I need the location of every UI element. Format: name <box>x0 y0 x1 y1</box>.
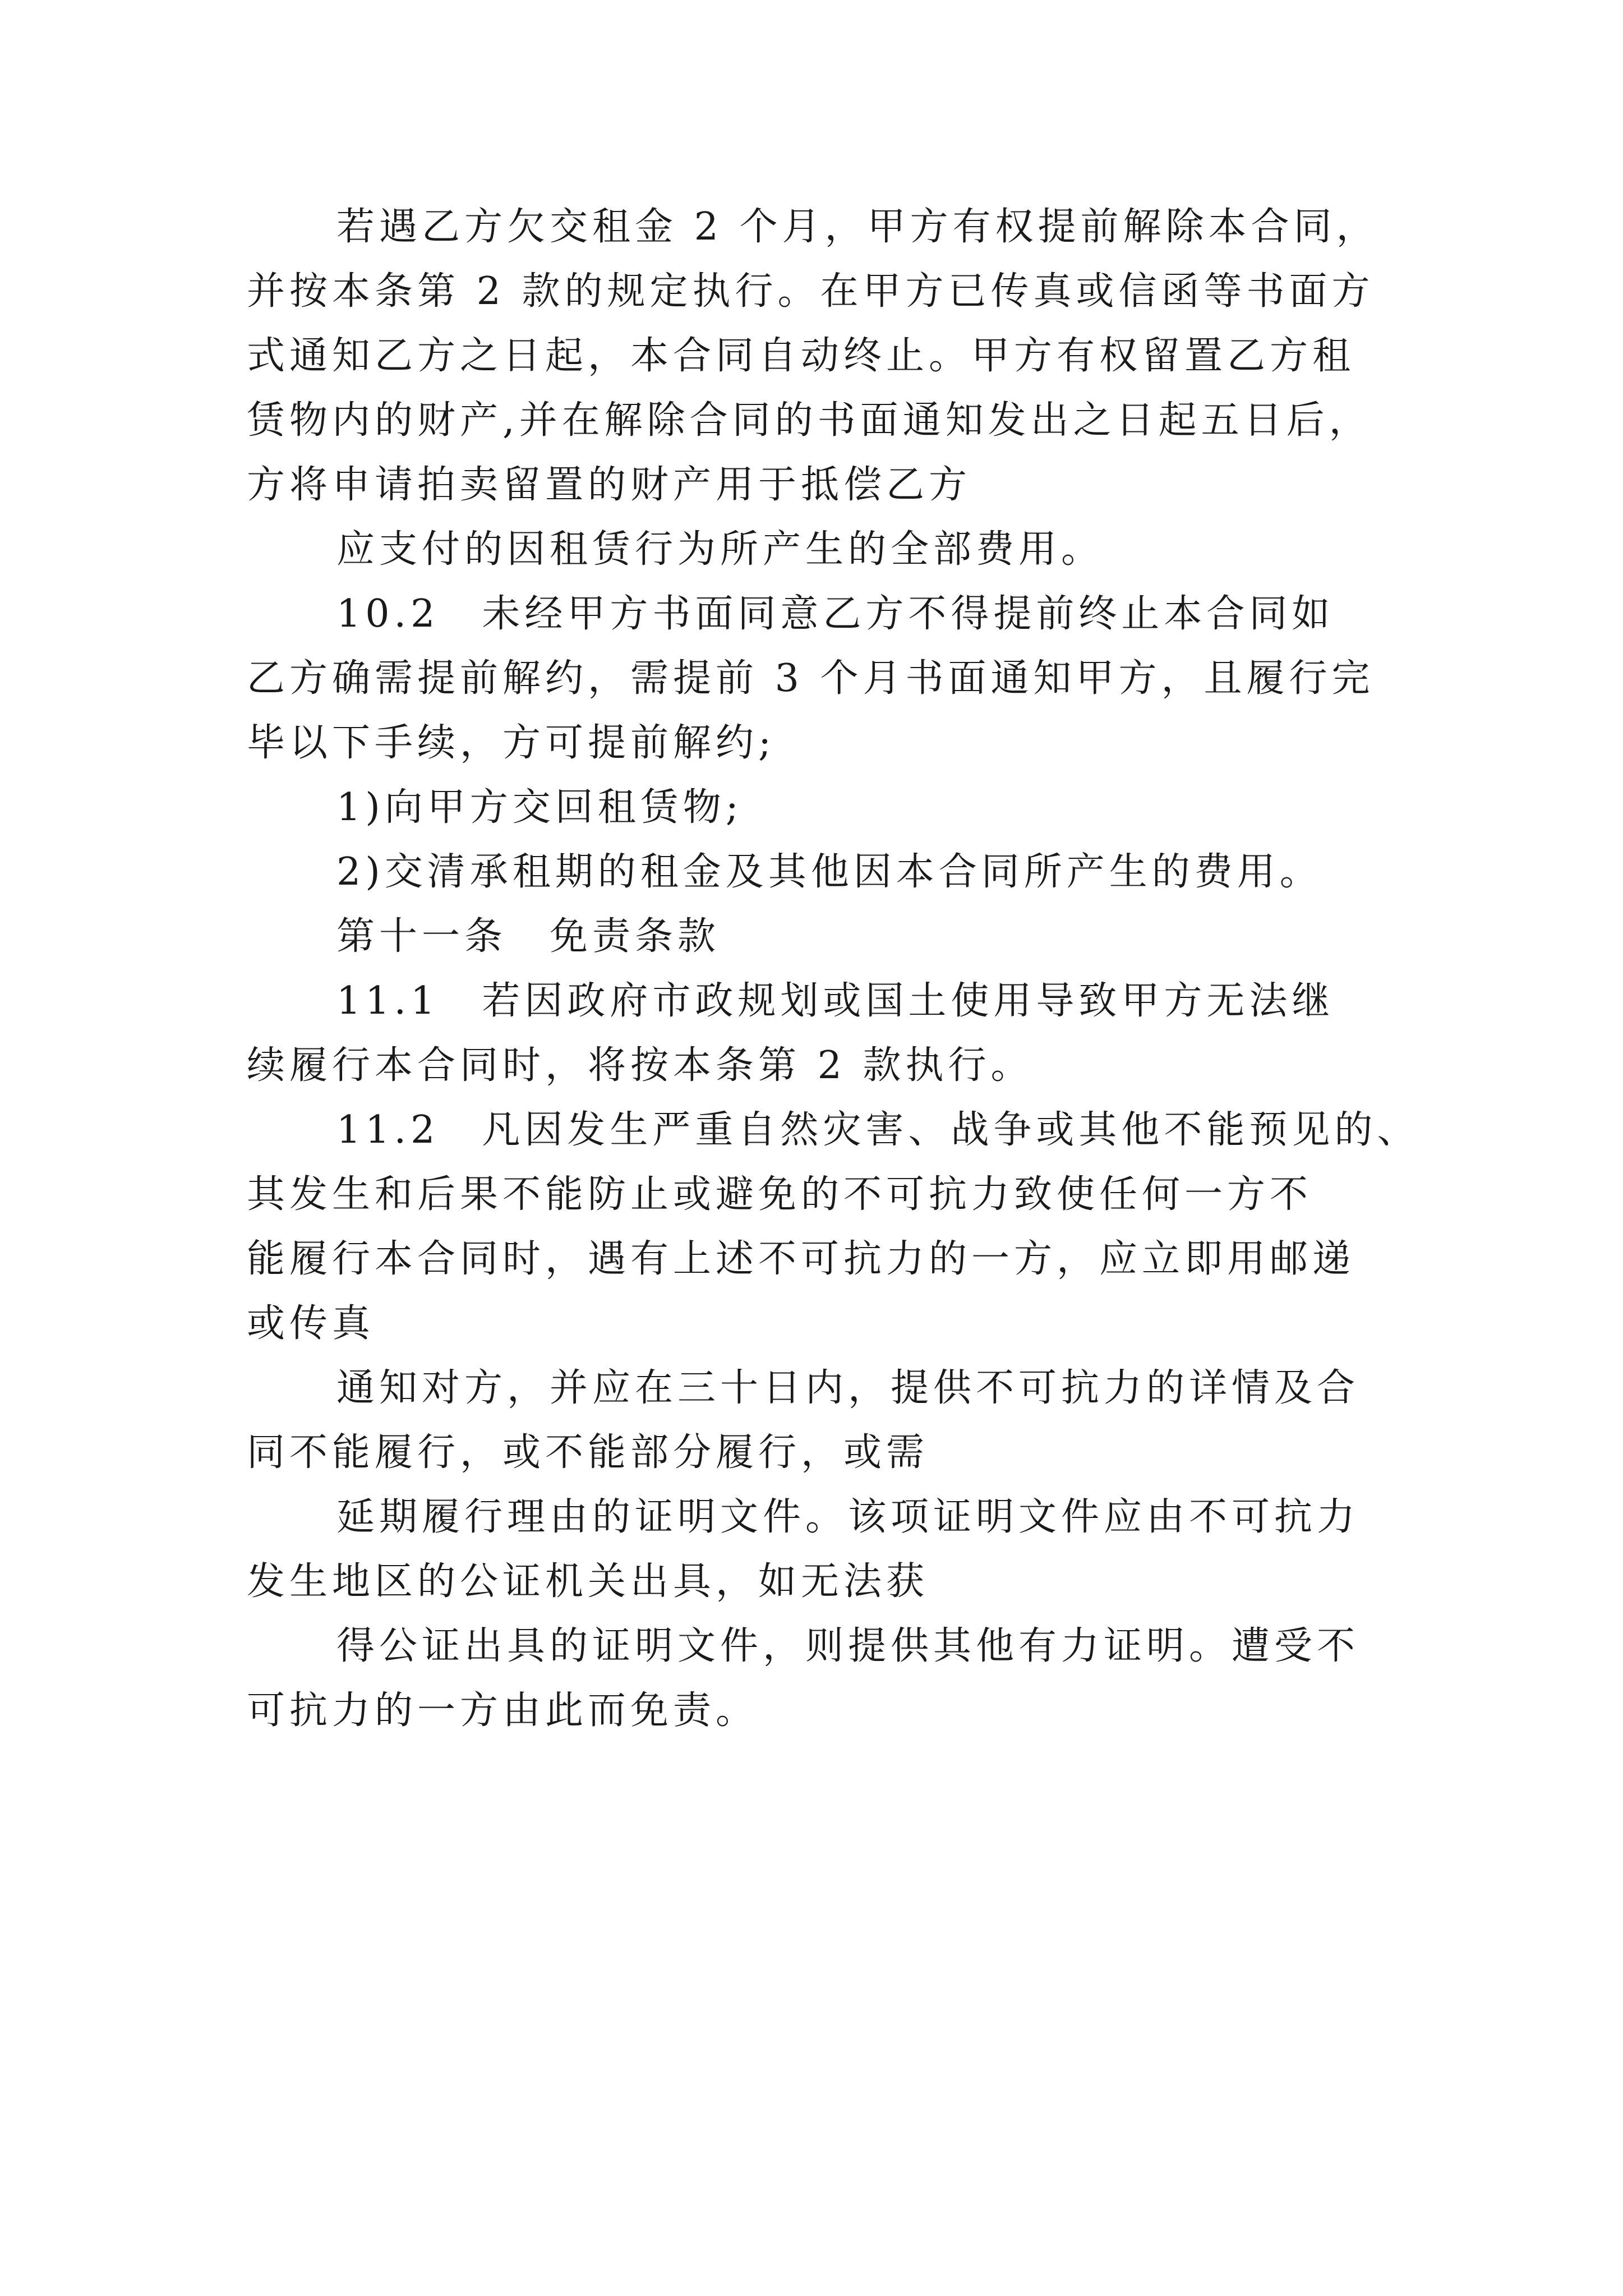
text-line: 延期履行理由的证明文件。该项证明文件应由不可抗力 <box>336 1495 1360 1539</box>
text-line: 2)交清承租期的租金及其他因本合同所产生的费用。 <box>336 850 1322 894</box>
text-line: 能履行本合同时，遇有上述不可抗力的一方，应立即用邮递 <box>247 1237 1355 1281</box>
text-line: 乙方确需提前解约，需提前 3 个月书面通知甲方，且履行完 <box>247 656 1375 701</box>
text-line: 11.1 若因政府市政规划或国土使用导致甲方无法继 <box>336 979 1335 1023</box>
text-line: 10.2 未经甲方书面同意乙方不得提前终止本合同如 <box>336 592 1335 636</box>
text-line: 发生地区的公证机关出具，如无法获 <box>247 1559 929 1604</box>
text-line: 应支付的因租赁行为所产生的全部费用。 <box>336 527 1104 572</box>
text-line: 式通知乙方之日起，本合同自动终止。甲方有权留置乙方租 <box>247 334 1355 378</box>
text-line: 或传真 <box>247 1301 375 1346</box>
text-line: 得公证出具的证明文件，则提供其他有力证明。遭受不 <box>336 1624 1360 1668</box>
text-line: 可抗力的一方由此而免责。 <box>247 1688 759 1733</box>
text-line: 1)向甲方交回租赁物; <box>336 785 743 830</box>
text-line: 若遇乙方欠交租金 2 个月，甲方有权提前解除本合同， <box>336 205 1379 249</box>
text-line: 同不能履行，或不能部分履行，或需 <box>247 1430 929 1475</box>
text-line: 并按本条第 2 款的规定执行。在甲方已传真或信函等书面方 <box>247 269 1375 314</box>
text-line: 11.2 凡因发生严重自然灾害、战争或其他不能预见的、 <box>336 1108 1420 1152</box>
text-line: 续履行本合同时，将按本条第 2 款执行。 <box>247 1043 1034 1088</box>
text-line: 方将申请拍卖留置的财产用于抵偿乙方 <box>247 463 972 507</box>
text-line: 其发生和后果不能防止或避免的不可抗力致使任何一方不 <box>247 1172 1313 1217</box>
text-line: 通知对方，并应在三十日内，提供不可抗力的详情及合 <box>336 1366 1360 1410</box>
section-heading: 第十一条 免责条款 <box>336 914 721 959</box>
text-line: 毕以下手续，方可提前解约; <box>247 721 776 765</box>
text-line: 赁物内的财产,并在解除合同的书面通知发出之日起五日后， <box>247 398 1372 443</box>
